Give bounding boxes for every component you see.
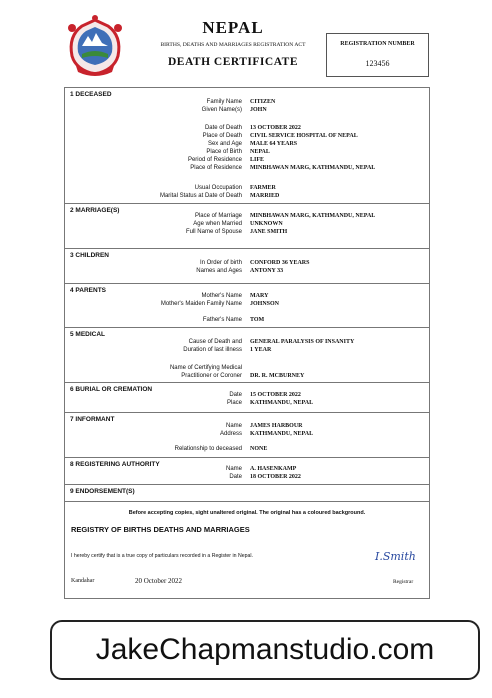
field-value: CITIZEN — [250, 99, 276, 105]
field-row — [65, 465, 429, 473]
section-title: 9 ENDORSEMENT(S) — [70, 488, 135, 495]
field-value: A. HASENKAMP — [250, 466, 297, 472]
field-value: LIFE — [250, 157, 265, 163]
field-value: 13 OCTOBER 2022 — [250, 125, 301, 131]
section-title: 1 DECEASED — [70, 91, 112, 98]
field-value: MALE 64 YEARS — [250, 141, 298, 147]
field-label: Usual Occupation — [194, 185, 242, 191]
field-label: Cause of Death and — [188, 339, 242, 345]
field-row — [65, 164, 429, 172]
registrar-label: Registrar — [393, 579, 414, 585]
section-marriage — [65, 203, 429, 249]
section-endorsement — [65, 484, 429, 502]
field-row — [65, 148, 429, 156]
field-value: KATHMANDU, NEPAL — [250, 431, 314, 437]
field-row — [65, 228, 429, 236]
section-title: 2 MARRIAGE(S) — [70, 207, 120, 214]
field-value: KATHMANDU, NEPAL — [250, 400, 314, 406]
field-row — [65, 316, 429, 324]
field-label: Father's Name — [202, 317, 242, 323]
section-children — [65, 248, 429, 284]
field-label: Marital Status at Date of Death — [159, 193, 242, 199]
field-value: 1 YEAR — [250, 347, 272, 353]
field-label: Name of Certifying Medical — [169, 365, 242, 371]
field-row — [65, 124, 429, 132]
field-label: Place — [226, 400, 242, 406]
field-value: MARRIED — [250, 193, 280, 199]
field-row — [65, 364, 429, 372]
field-row — [65, 292, 429, 300]
field-label: Sex and Age — [207, 141, 242, 147]
field-value: GENERAL PARALYSIS OF INSANITY — [250, 339, 355, 345]
field-row — [65, 391, 429, 399]
field-label: Place of Birth — [206, 149, 242, 155]
field-label: Duration of last illness — [183, 347, 242, 353]
field-label: Date — [229, 392, 242, 398]
field-row — [65, 98, 429, 106]
field-row — [65, 106, 429, 114]
field-label: Place of Death — [202, 133, 242, 139]
field-label: Age when Married — [193, 221, 242, 227]
field-label: Relationship to deceased — [174, 446, 242, 452]
issue-date: 20 October 2022 — [135, 577, 183, 585]
certification-text: I hereby certify that is a true copy of particulars recorded in a Register in Nepal. — [71, 553, 253, 559]
section-title: 8 REGISTERING AUTHORITY — [70, 461, 160, 468]
field-label: Date — [229, 474, 242, 480]
section-authority — [65, 457, 429, 485]
field-label: Name — [225, 423, 242, 429]
section-title: 4 PARENTS — [70, 287, 106, 294]
field-value: MINBHAWAN MARG, KATHMANDU, NEPAL — [250, 165, 376, 171]
section-burial — [65, 382, 429, 413]
field-row — [65, 259, 429, 267]
field-value: JANE SMITH — [250, 229, 288, 235]
field-value: FARMER — [250, 185, 276, 191]
field-row — [65, 473, 429, 481]
watermark-banner: JakeChapmanstudio.com — [50, 620, 480, 680]
certificate-title: DEATH CERTIFICATE — [167, 56, 299, 68]
field-value: 15 OCTOBER 2022 — [250, 392, 301, 398]
field-value: TOM — [250, 317, 265, 323]
field-row — [65, 399, 429, 407]
field-value: ANTONY 33 — [250, 268, 284, 274]
field-label: Period of Residence — [187, 157, 242, 163]
registration-box — [326, 33, 429, 77]
section-title: 6 BURIAL OR CREMATION — [70, 386, 153, 393]
field-value: UNKNOWN — [250, 221, 283, 227]
certificate-frame — [64, 87, 430, 599]
act-title: BIRTHS, DEATHS AND MARRIAGES REGISTRATION ACT — [160, 42, 306, 48]
field-label: In Order of birth — [199, 260, 242, 266]
field-row — [65, 300, 429, 308]
field-value: MINBHAWAN MARG, KATHMANDU, NEPAL — [250, 213, 376, 219]
field-row — [65, 132, 429, 140]
section-deceased — [65, 88, 429, 203]
field-row — [65, 184, 429, 192]
field-row — [65, 422, 429, 430]
field-row — [65, 445, 429, 453]
copy-notice: Before accepting copies, sight unaltered original. The original has a coloured background. — [128, 510, 366, 516]
field-value: CIVIL SERVICE HOSPITAL OF NEPAL — [250, 133, 358, 139]
field-row — [65, 346, 429, 354]
field-value: CONFORD 36 YEARS — [250, 260, 310, 266]
field-row — [65, 267, 429, 275]
field-value: JAMES HARBOUR — [250, 423, 303, 429]
registry-heading: REGISTRY OF BIRTHS DEATHS AND MARRIAGES — [71, 525, 250, 534]
signature-text: I.Smith — [375, 550, 416, 563]
field-label: Date of Death — [204, 125, 242, 131]
field-label: Place of Marriage — [194, 213, 242, 219]
issue-place: Kandahar — [71, 578, 95, 584]
field-value: NONE — [250, 446, 268, 452]
country-heading: NEPAL — [202, 18, 264, 37]
section-title: 3 CHILDREN — [70, 252, 110, 259]
field-label: Address — [219, 431, 242, 437]
field-row — [65, 338, 429, 346]
field-label: Names and Ages — [196, 268, 242, 274]
section-title: 7 INFORMANT — [70, 416, 115, 423]
field-row — [65, 212, 429, 220]
field-value: MARY — [250, 293, 269, 299]
field-label: Mother's Name — [201, 293, 242, 299]
field-row — [65, 372, 429, 380]
field-value: DR. R. MCBURNEY — [250, 373, 305, 379]
field-label: Practitioner or Coroner — [181, 373, 242, 379]
section-informant — [65, 412, 429, 458]
field-row — [65, 430, 429, 438]
field-label: Mother's Maiden Family Name — [160, 301, 242, 307]
field-label: Name — [225, 466, 242, 472]
registration-number: 123456 — [365, 59, 390, 68]
section-title: 5 MEDICAL — [70, 331, 106, 338]
field-value: JOHNSON — [250, 301, 280, 307]
registration-label: REGISTRATION NUMBER — [340, 41, 415, 47]
section-parents — [65, 283, 429, 328]
field-row — [65, 140, 429, 148]
registrar-signature-icon — [373, 548, 425, 564]
field-row — [65, 220, 429, 228]
section-medical — [65, 327, 429, 383]
field-value: NEPAL — [250, 149, 270, 155]
field-label: Full Name of Spouse — [185, 229, 242, 235]
field-row — [65, 156, 429, 164]
field-label: Given Name(s) — [201, 107, 242, 113]
field-value: JOHN — [250, 107, 267, 113]
field-label: Family Name — [206, 99, 242, 105]
field-value: 18 OCTOBER 2022 — [250, 474, 301, 480]
field-row — [65, 192, 429, 200]
field-label: Place of Residence — [190, 165, 242, 171]
nepal-emblem-icon — [64, 14, 126, 80]
